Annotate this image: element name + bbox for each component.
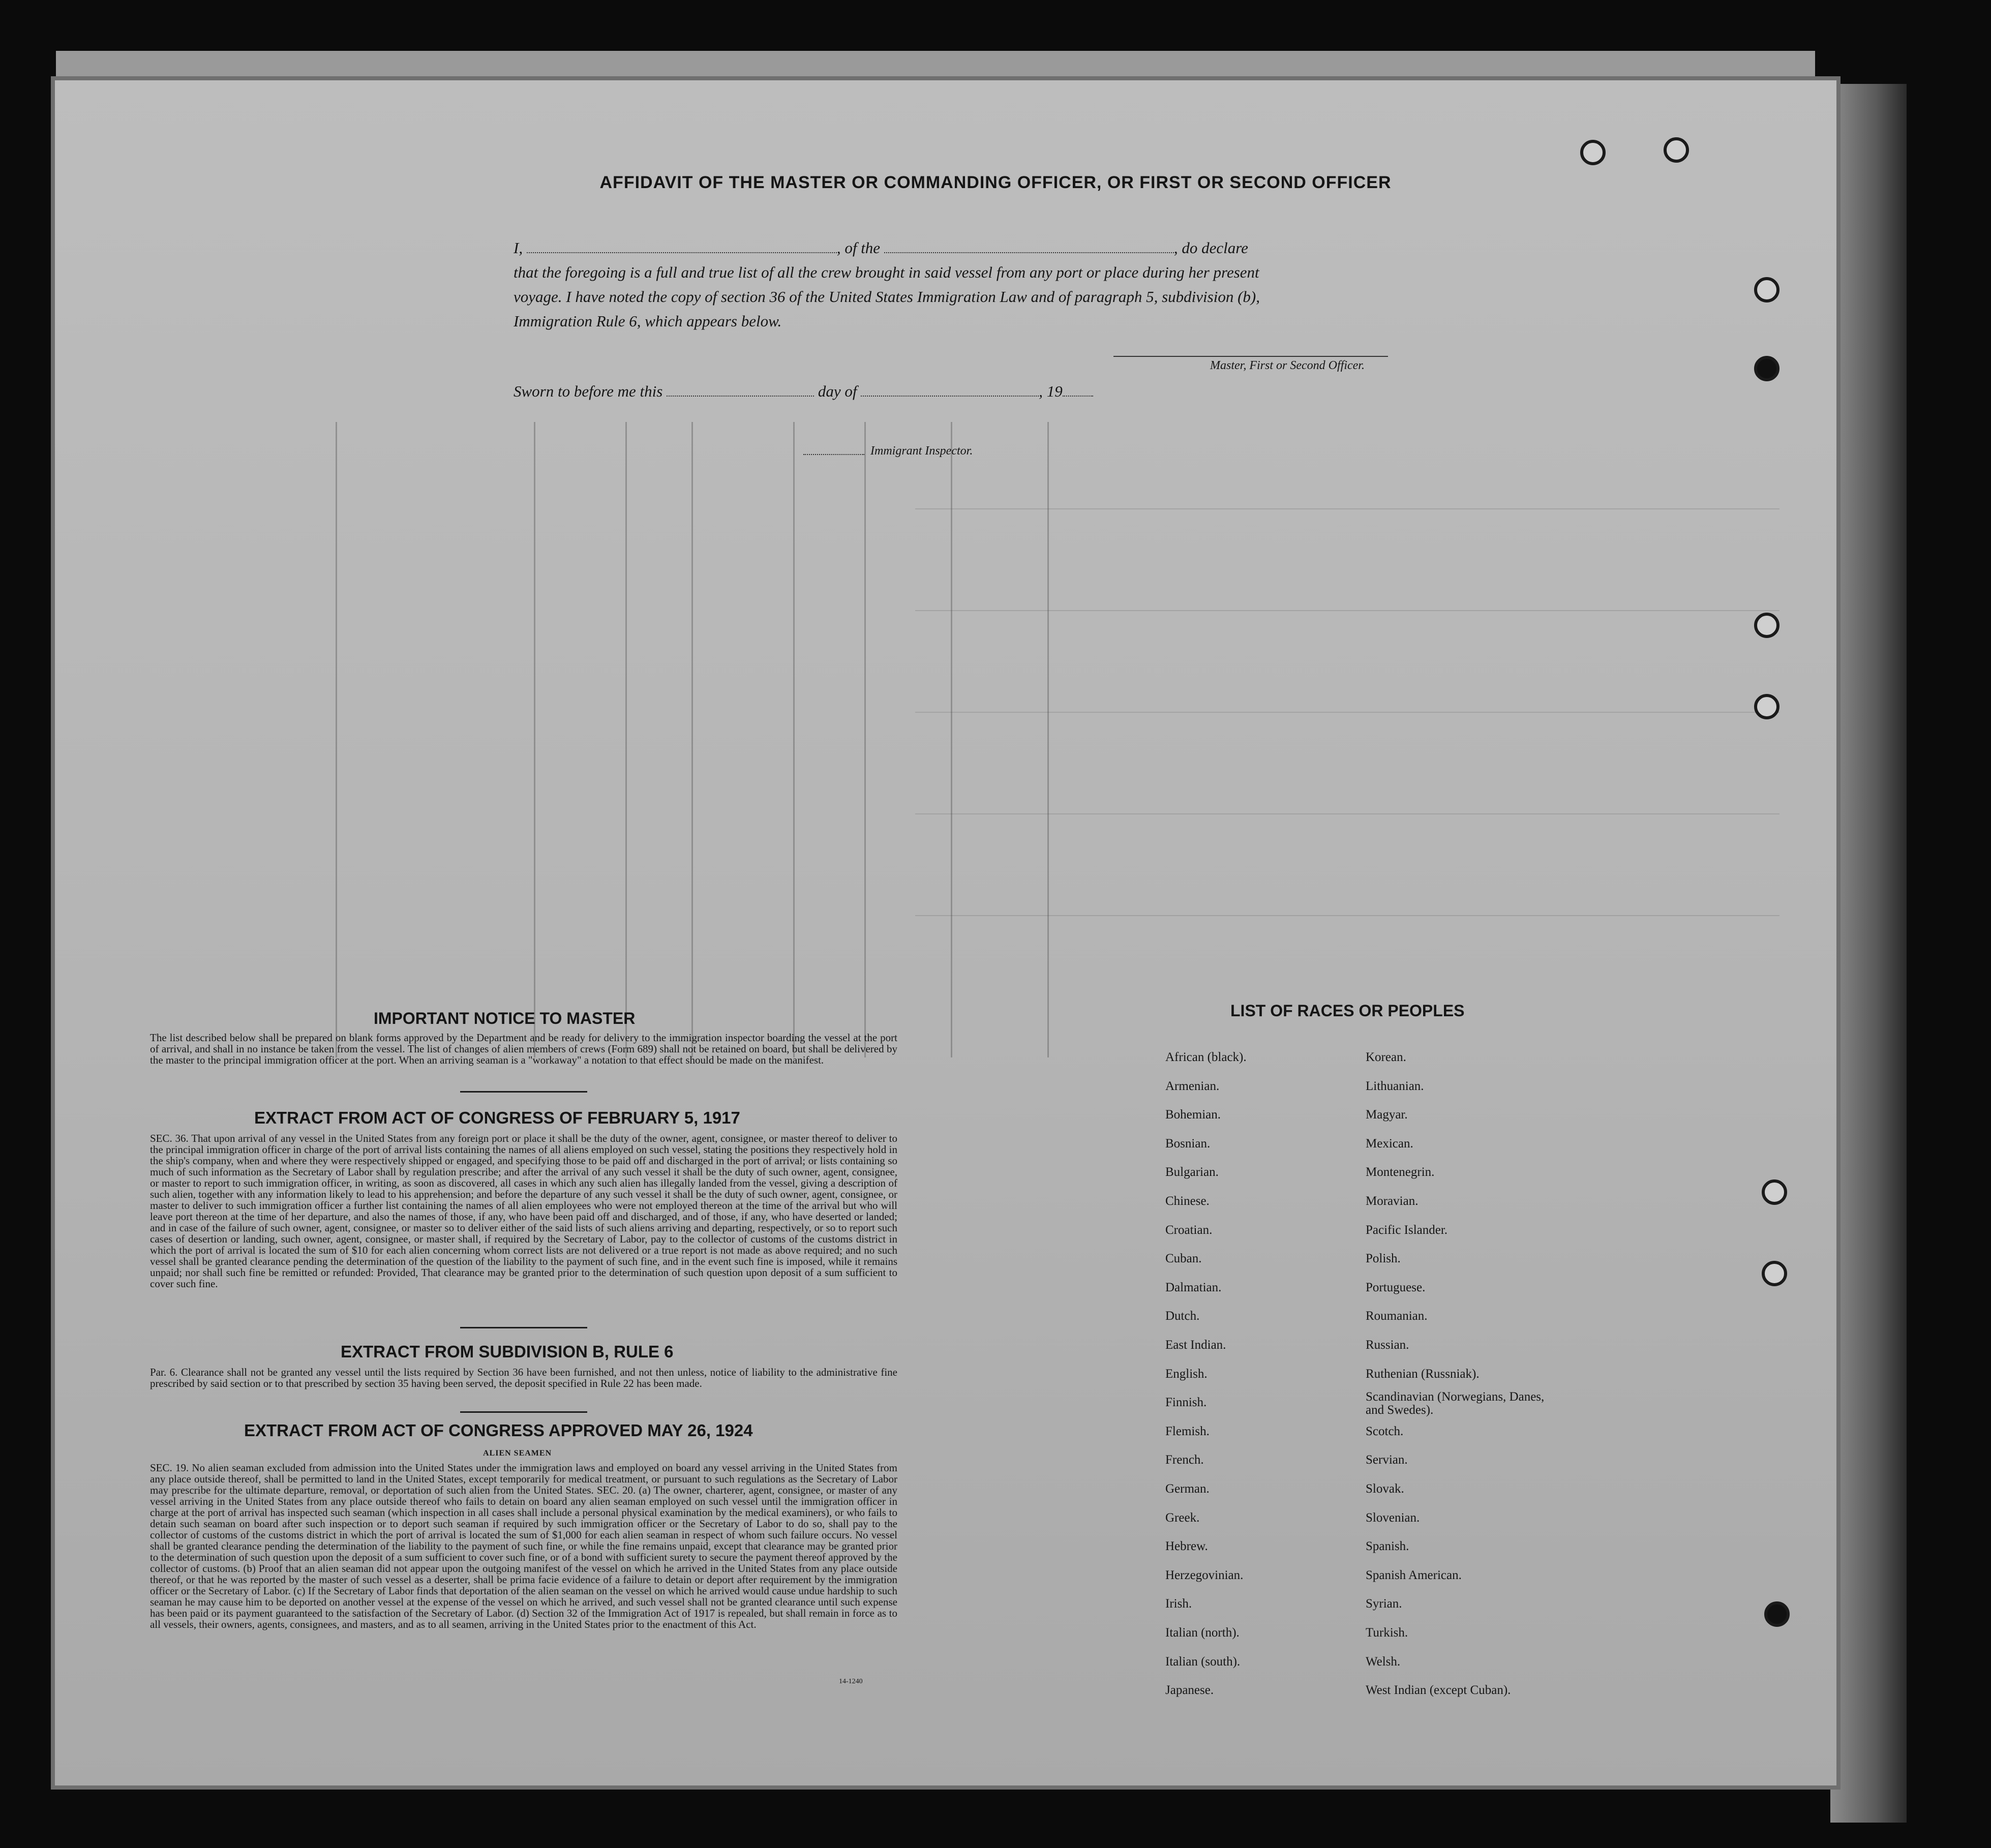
race-item: Irish. bbox=[1165, 1597, 1192, 1611]
ghost-column-line bbox=[534, 422, 535, 1057]
race-item: Russian. bbox=[1366, 1338, 1409, 1352]
ghost-column-line bbox=[793, 422, 795, 1057]
race-item: West Indian (except Cuban). bbox=[1366, 1683, 1511, 1698]
punch-hole bbox=[1754, 356, 1779, 381]
race-item: Greek. bbox=[1165, 1510, 1200, 1525]
race-item: Italian (south). bbox=[1165, 1654, 1241, 1669]
extract-rule6-text: Par. 6. Clearance shall not be granted any vessel until the lists required by Section 36 have been furnished, and not then unless, notice of liability to the administrative fine prescribed by said section or to that prescribed by section 35 having been served, the deposit specified in Rule 22 has been made. bbox=[150, 1366, 897, 1389]
extract-1917-text: SEC. 36. That upon arrival of any vessel in the United States from any foreign port or place it shall be the duty of the owner, agent, consignee, or master thereof to deliver to the principal immigration officer in charge of the port of arrival lists containing the names of all aliens employed on such vessel, stating the positions they respectively hold in the ship's company, when and where they were respectively shipped or engaged, and specifying those to be paid off and discharged in the port of arrival; or lists containing so much of such information as the Secretary of Labor shall by regulation prescribe; and after the arrival of any such vessel it shall be the duty of such owner, agent, consignee, or master to report to such immigration officer, in writing, as soon as discovered, all cases in which any such alien has illegally landed from the vessel, giving a description of such alien, together with any information likely to lead to his apprehension; and before the departure of any such vessel it shall be the duty of such owner, agent, consignee, or master to deliver to such immigration officer a further list containing the names of all alien employees who were not employed thereon at the time of the arrival but who will leave port thereon at the time of her departure, and also the names of those, if any, who have been paid off and discharged, and of those, if any, who have deserted or landed; and in case of the failure of such owner, agent, consignee, or master so to deliver either of the said lists of such aliens arriving and departing, respectively, or so to report such cases of desertion or landing, such owner, agent, consignee, or master shall, if required by the Secretary of Labor, pay to the collector of customs of the customs district in which the port of arrival is located the sum of $10 for each alien concerning whom correct lists are not delivered or a true report is not made as above required; and no such vessel shall be granted clearance pending the determination of the question of the liability to the payment of such fine, and in the event such fine is imposed, while it remains unpaid; nor shall such fine be remitted or refunded: Provided, That clearance may be granted prior to the determination of such question upon deposit of a sum sufficient to cover such fine. bbox=[150, 1132, 897, 1290]
race-item: Scandinavian (Norwegians, Danes, and Swedes). bbox=[1366, 1390, 1545, 1417]
punch-hole bbox=[1754, 694, 1779, 719]
name-blank[interactable] bbox=[527, 252, 837, 253]
form-number: 14-1240 bbox=[839, 1678, 863, 1685]
master-signature-line[interactable] bbox=[1113, 356, 1388, 357]
race-item: Servian. bbox=[1366, 1453, 1408, 1467]
extract-1924-text: SEC. 19. No alien seaman excluded from admission into the United States under the immigration laws and employed on board any vessel arriving in the United States from any place outside thereof, shall be permitted to land in the United States, except temporarily for medical treatment, or pursuant to such regulations as the Secretary of Labor may prescribe for the ultimate departure, removal, or deportation of such alien from the United States. SEC. 20. (a) The owner, charterer, agent, consignee, or master of any vessel arriving in the United States from any place outside thereof who fails to detain on board any alien seaman employed on such vessel until the immigration officer in charge at the port of arrival has inspected such seaman (which inspection in all cases shall include a personal physical examination by the medical examiners), or who fails to detain such seaman on board after such inspection or to deport such seaman if required by such immigration officer or the Secretary of Labor to do so, shall pay to the collector of customs of the customs district in which the port of arrival is located the sum of $1,000 for each alien seaman in respect of whom such failure occurs. No vessel shall be granted clearance pending the determination of the liability to the payment of such fine, or while the fine remains unpaid, except that clearance may be granted prior to the determination of such question upon the deposit of a sum sufficient to cover such fine, or of a bond with sufficient surety to secure the payment thereof approved by the collector of customs. (b) Proof that an alien seaman did not appear upon the outgoing manifest of the vessel on which he arrived in the United States from any place outside thereof, or that he was reported by the master of such vessel as a deserter, shall be prima facie evidence of a failure to detain or deport after requirement by the immigration officer or the Secretary of Labor. (c) If the Secretary of Labor finds that deportation of the alien seaman on the vessel on which he arrived would cause undue hardship to such seaman he may cause him to be deported on another vessel at the expense of the vessel on which he arrived, and such vessel shall not be granted clearance until such expense has been paid or its payment guaranteed to the satisfaction of the Secretary of Labor. (d) Section 32 of the Immigration Act of 1917 is repealed, but shall remain in force as to all vessels, their owners, agents, consignees, and masters, and as to all seamen, arriving in the United States prior to the enactment of this Act. bbox=[150, 1462, 897, 1630]
ghost-row-line bbox=[915, 712, 1779, 713]
race-item: Croatian. bbox=[1165, 1223, 1213, 1237]
race-item: Chinese. bbox=[1165, 1194, 1210, 1208]
year-blank[interactable] bbox=[1063, 396, 1093, 397]
race-item: Pacific Islander. bbox=[1366, 1223, 1448, 1237]
section-divider bbox=[460, 1091, 587, 1093]
race-item: Bulgarian. bbox=[1165, 1165, 1219, 1179]
punch-hole bbox=[1754, 613, 1779, 638]
extract-1917-heading: EXTRACT FROM ACT OF CONGRESS OF FEBRUARY 5, 1917 bbox=[254, 1108, 740, 1127]
race-item: African (black). bbox=[1165, 1050, 1247, 1064]
race-item: Portuguese. bbox=[1366, 1280, 1426, 1294]
race-item: Polish. bbox=[1366, 1252, 1401, 1266]
race-item: Spanish American. bbox=[1366, 1568, 1462, 1582]
race-item: Mexican. bbox=[1366, 1136, 1413, 1150]
sworn-line bbox=[514, 382, 1093, 401]
day-blank[interactable] bbox=[667, 396, 814, 397]
ghost-column-line bbox=[691, 422, 693, 1057]
race-item: East Indian. bbox=[1165, 1338, 1226, 1352]
race-item: Armenian. bbox=[1165, 1079, 1220, 1093]
do-declare-label: , do declare bbox=[1173, 239, 1248, 257]
alien-seamen-subheading: ALIEN SEAMEN bbox=[483, 1449, 552, 1458]
race-item: French. bbox=[1165, 1453, 1204, 1467]
section-divider bbox=[460, 1327, 587, 1328]
ghost-column-line bbox=[625, 422, 627, 1057]
punch-hole bbox=[1580, 140, 1606, 165]
ghost-row-line bbox=[915, 813, 1779, 814]
declaration-line-3: voyage. I have noted the copy of section 36 of the United States Immigration Law and of paragraph 5, subdivision (b), bbox=[514, 288, 1260, 306]
race-item: Syrian. bbox=[1366, 1597, 1402, 1611]
race-item: Slovak. bbox=[1366, 1482, 1404, 1496]
ghost-row-line bbox=[915, 610, 1779, 611]
extract-rule6-heading: EXTRACT FROM SUBDIVISION B, RULE 6 bbox=[341, 1342, 674, 1361]
race-item: Italian (north). bbox=[1165, 1626, 1240, 1640]
race-item: Magyar. bbox=[1366, 1108, 1408, 1122]
punch-hole bbox=[1762, 1179, 1787, 1205]
race-item: Dutch. bbox=[1165, 1309, 1200, 1323]
extract-1924-heading: EXTRACT FROM ACT OF CONGRESS APPROVED MAY 26, 1924 bbox=[244, 1421, 753, 1440]
ghost-column-line bbox=[951, 422, 952, 1057]
master-signature-label: Master, First or Second Officer. bbox=[1210, 359, 1365, 372]
race-item: Montenegrin. bbox=[1366, 1165, 1435, 1179]
show-through-text bbox=[330, 127, 1830, 168]
race-item: Turkish. bbox=[1366, 1626, 1408, 1640]
ghost-column-line bbox=[336, 422, 337, 1057]
punch-hole bbox=[1764, 1601, 1790, 1627]
race-item: Dalmatian. bbox=[1165, 1280, 1222, 1294]
race-item: Bosnian. bbox=[1165, 1136, 1211, 1150]
declaration-line-4: Immigration Rule 6, which appears below. bbox=[514, 312, 782, 330]
notice-heading: IMPORTANT NOTICE TO MASTER bbox=[374, 1009, 636, 1027]
inspector-label: Immigrant Inspector. bbox=[870, 444, 973, 458]
race-item: Japanese. bbox=[1165, 1683, 1214, 1698]
race-item: Herzegovinian. bbox=[1165, 1568, 1244, 1582]
ghost-row-line bbox=[915, 915, 1779, 916]
day-of-label: day of bbox=[818, 382, 857, 400]
inspector-signature-line[interactable] bbox=[803, 454, 864, 455]
month-blank[interactable] bbox=[861, 396, 1039, 397]
race-item: Welsh. bbox=[1366, 1654, 1401, 1669]
race-item: English. bbox=[1165, 1367, 1208, 1381]
race-item: Cuban. bbox=[1165, 1252, 1202, 1266]
race-item: Lithuanian. bbox=[1366, 1079, 1424, 1093]
race-item: Bohemian. bbox=[1165, 1108, 1221, 1122]
affidavit-title: AFFIDAVIT OF THE MASTER OR COMMANDING OFFICER, OR FIRST OR SECOND OFFICER bbox=[599, 173, 1392, 192]
races-title: LIST OF RACES OR PEOPLES bbox=[1230, 1002, 1465, 1020]
year-label: , 19 bbox=[1039, 382, 1063, 400]
section-divider bbox=[460, 1411, 587, 1413]
ghost-column-line bbox=[1047, 422, 1049, 1057]
sworn-label: Sworn to before me this bbox=[514, 382, 663, 400]
punch-hole bbox=[1664, 137, 1689, 163]
vessel-blank[interactable] bbox=[884, 252, 1174, 253]
race-item: Flemish. bbox=[1165, 1424, 1210, 1438]
ghost-column-line bbox=[864, 422, 866, 1057]
race-item: German. bbox=[1165, 1482, 1210, 1496]
race-item: Spanish. bbox=[1366, 1539, 1409, 1554]
race-item: Ruthenian (Russniak). bbox=[1366, 1367, 1480, 1381]
ghost-row-line bbox=[915, 508, 1779, 509]
declaration-line-1 bbox=[514, 239, 1248, 257]
notice-text: The list described below shall be prepared on blank forms approved by the Department and be ready for delivery to the immigration inspector boarding the vessel at the port of arrival, and shall in no instance be taken from the vessel. The list of changes of alien members of crews (Form 689) shall not be retained on board, but shall be delivered by the master to the principal immigration officer at the port. When an arriving seaman is a "workaway" a notation to that effect should be made on the manifest. bbox=[150, 1032, 897, 1066]
i-label: I, bbox=[514, 239, 523, 257]
of-the-label: , of the bbox=[836, 239, 881, 257]
punch-hole bbox=[1754, 277, 1779, 302]
stacked-pages-edge bbox=[1830, 84, 1907, 1823]
race-item: Scotch. bbox=[1366, 1424, 1404, 1438]
race-item: Moravian. bbox=[1366, 1194, 1419, 1208]
declaration-line-2: that the foregoing is a full and true list of all the crew brought in said vessel from any port or place during her present bbox=[514, 263, 1259, 281]
race-item: Hebrew. bbox=[1165, 1539, 1208, 1554]
race-item: Slovenian. bbox=[1366, 1510, 1420, 1525]
race-item: Roumanian. bbox=[1366, 1309, 1428, 1323]
punch-hole bbox=[1762, 1261, 1787, 1286]
race-item: Finnish. bbox=[1165, 1396, 1207, 1410]
race-item: Korean. bbox=[1366, 1050, 1406, 1064]
